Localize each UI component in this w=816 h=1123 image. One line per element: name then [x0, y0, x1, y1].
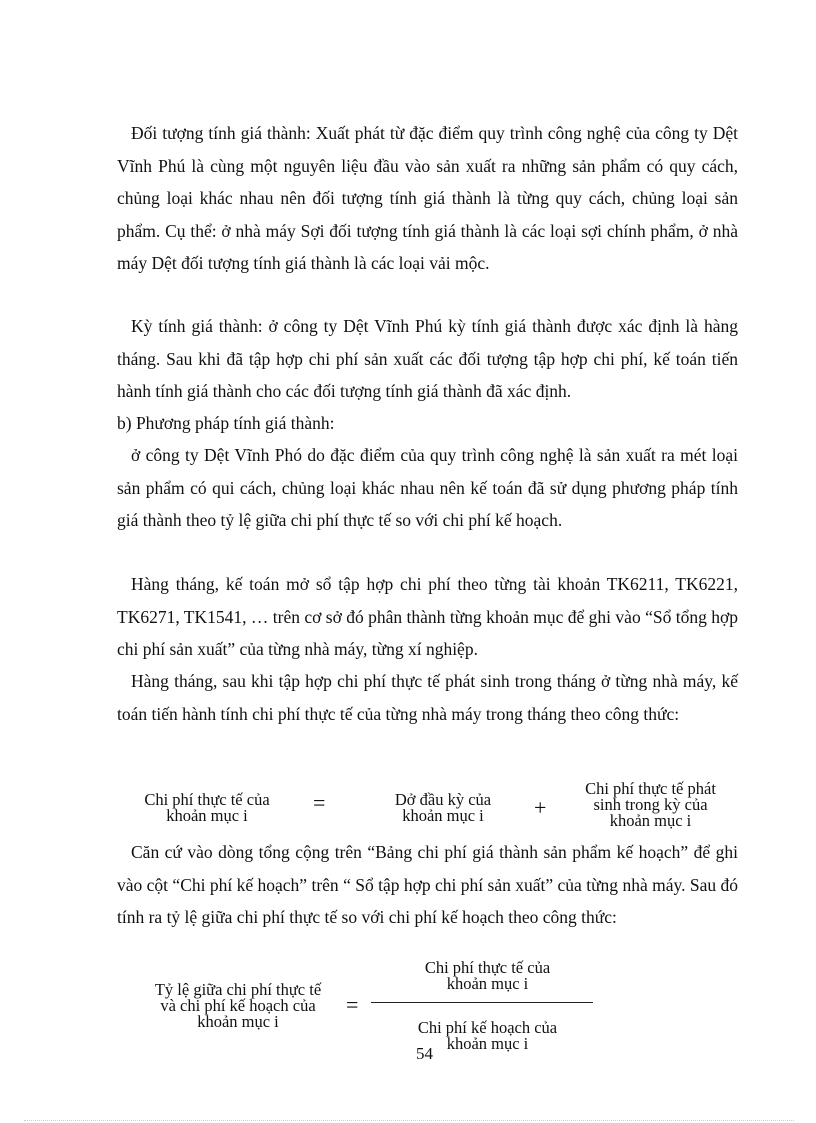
formula1-period-cost: Chi phí thực tế phát sinh trong kỳ của khoản mục i [585, 779, 716, 830]
paragraph-monthly-ledger: Hàng tháng, kế toán mở sổ tập hợp chi phí theo từng tài khoản TK6211, TK6221, TK6271, TK1541, … trên cơ sở đó phân thành từng khoản mục để ghi vào “Sổ tổng hợp chi phí sản xuất” của từng nhà máy, từng xí nghiệp. [117, 574, 738, 660]
formula2-fraction-bar [371, 1002, 593, 1003]
paragraph-object-of-costing: Đối tượng tính giá thành: Xuất phát từ đặc điểm quy trình công nghệ của công ty Dệt Vĩnh Phú là cùng một nguyên liệu đầu vào sản xuất ra những sản phẩm có quy cách, chủng loại khác nhau nên đối tượng tính giá thành là từng quy cách, chủng loại sản phẩm. Cụ thể: ở nhà máy Sợi đối tượng tính giá thành là các loại sợi chính phẩm, ở nhà máy Dệt đối tượng tính giá thành là các loại vải mộc. [117, 123, 738, 274]
paragraph-costing-method: ở công ty Dệt Vĩnh Phó do đặc điểm của quy trình công nghệ là sản xuất ra mét loại sản phẩm có qui cách, chủng loại khác nhau nên kế toán đã sử dụng phương pháp tính giá thành theo tỷ lệ giữa chi phí thực tế so với chi phí kế hoạch. [117, 445, 738, 531]
page-number: 54 [416, 1044, 433, 1063]
formula1-opening-balance: Dở đầu kỳ của khoản mục i [394, 790, 492, 825]
formula1-plus-sign: + [534, 795, 547, 820]
section-heading-costing-method: b) Phương pháp tính giá thành: [117, 413, 335, 433]
formula2-equals-sign: = [346, 992, 359, 1017]
paragraph-actual-cost-intro: Hàng tháng, sau khi tập hợp chi phí thực tế phát sinh trong tháng ở từng nhà máy, kế toán tiến hành tính chi phí thực tế của từng nhà máy trong tháng theo công thức: [117, 671, 738, 724]
paragraph-costing-period: Kỳ tính giá thành: ở công ty Dệt Vĩnh Phú kỳ tính giá thành được xác định là hàng tháng. Sau khi đã tập hợp chi phí sản xuất các đối tượng tập hợp chi phí, kế toán tiến hành tính giá thành cho các đối tượng tính giá thành đã xác định. [117, 316, 738, 402]
formula1-lhs: Chi phí thực tế của khoản mục i [144, 790, 270, 825]
paragraph-plan-cost: Căn cứ vào dòng tổng cộng trên “Bảng chi phí giá thành sản phẩm kế hoạch” để ghi vào cột “Chi phí kế hoạch” trên “ Sổ tập hợp chi phí sản xuất” của từng nhà máy. Sau đó tính ra tỷ lệ giữa chi phí thực tế so với chi phí kế hoạch theo công thức: [117, 842, 738, 928]
formula1-equals-sign: = [313, 790, 326, 815]
formula2-denominator: Chi phí kế hoạch của khoản mục i [417, 1018, 558, 1053]
formula2-numerator: Chi phí thực tế của khoản mục i [424, 958, 551, 993]
page-bottom-divider [24, 1120, 794, 1121]
formula2-lhs: Tỷ lệ giữa chi phí thực tế và chi phí kế hoạch của khoản mục i [154, 980, 322, 1031]
